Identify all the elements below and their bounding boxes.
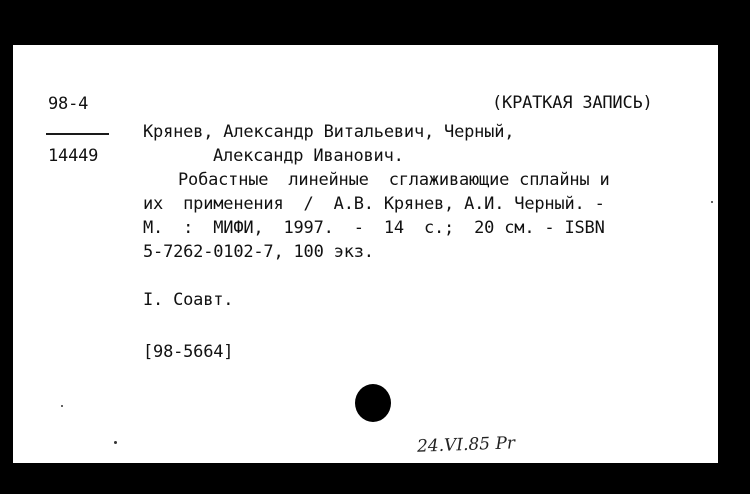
speck: [114, 441, 117, 444]
inventory-number: 14449: [48, 146, 99, 166]
title-line-2: их применения / А.В. Крянев, А.И. Черный. -: [143, 194, 605, 214]
speck: [711, 201, 713, 203]
card-number: [98-5664]: [143, 342, 234, 362]
title-line-1: Робастные линейные сглаживающие сплайны и: [178, 170, 610, 190]
handwritten-date: 24.VI.85 Pr: [416, 433, 516, 457]
catalog-card: [13, 45, 718, 463]
punch-hole: [355, 384, 391, 422]
shelf-mark: 98-4: [48, 94, 89, 114]
imprint-line: М. : МИФИ, 1997. - 14 с.; 20 см. - ISBN: [143, 218, 605, 238]
speck: [61, 405, 63, 407]
isbn-line: 5-7262-0102-7, 100 экз.: [143, 242, 374, 262]
author-line-2: Александр Иванович.: [213, 146, 404, 166]
record-type: (КРАТКАЯ ЗАПИСЬ): [492, 93, 653, 113]
author-line-1: Крянев, Александр Витальевич, Черный,: [143, 122, 515, 142]
subject-entry: I. Соавт.: [143, 290, 234, 310]
shelf-mark-divider: [46, 133, 109, 135]
